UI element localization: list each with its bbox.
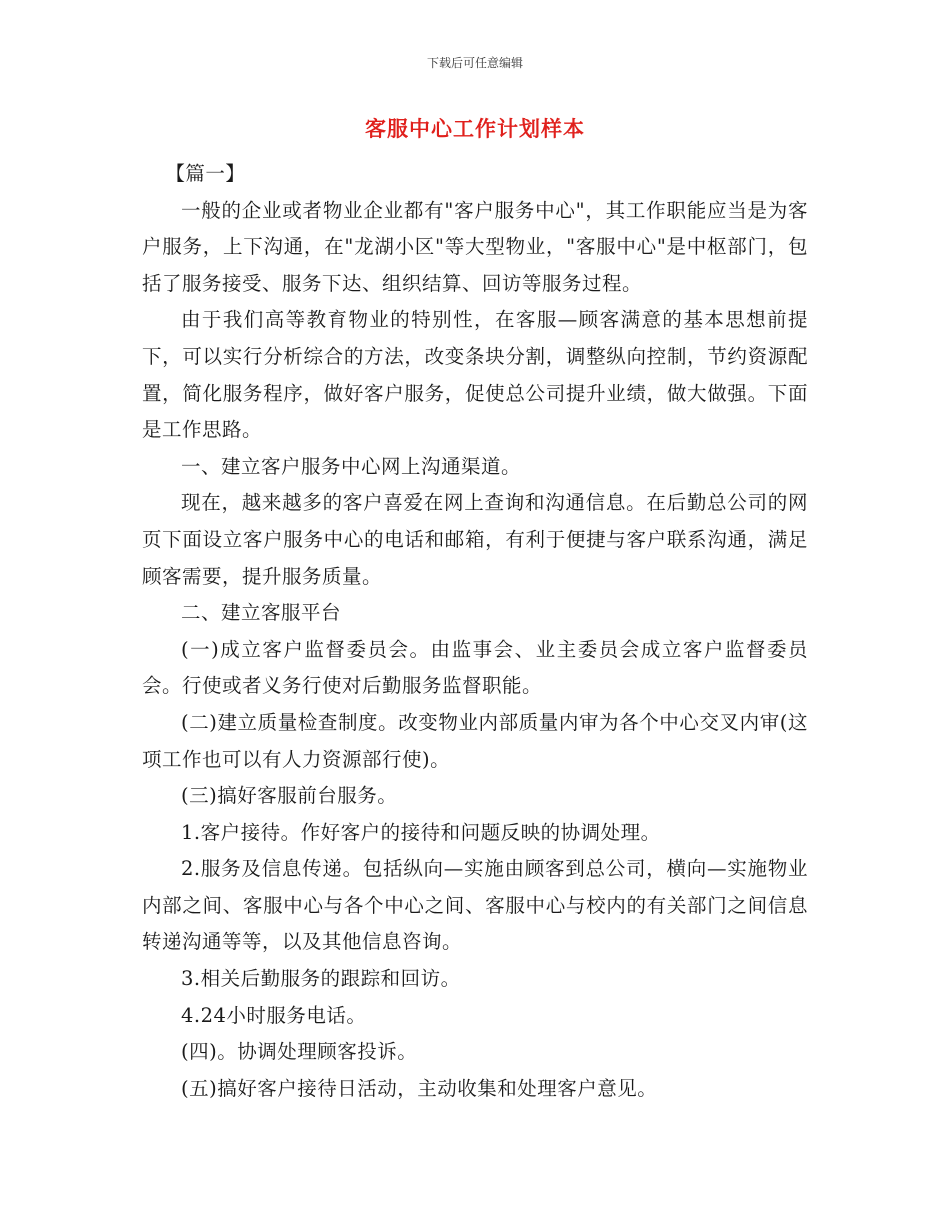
paragraph: (四)。协调处理顾客投诉。 <box>181 1040 418 1064</box>
paragraph: 2.服务及信息传递。包括纵向—实施由顾客到总公司，横向—实施物业内部之间、客服中心与各个中心之间、客服中心与校内的有关部门之间信息转递沟通等等，以及其他信息咨询。 <box>142 857 808 954</box>
header-note: 下载后可任意编辑 <box>426 56 523 70</box>
paragraph: 一、建立客户服务中心网上沟通渠道。 <box>181 454 522 478</box>
paragraph: (二)建立质量检查制度。改变物业内部质量内审为各个中心交叉内审(这项工作也可以有人力资源部行使)。 <box>142 710 808 771</box>
paragraph: (五)搞好客户接待日活动，主动收集和处理客户意见。 <box>181 1076 658 1100</box>
paragraph: (三)搞好客服前台服务。 <box>181 784 398 808</box>
paragraph: 1.客户接待。作好客户的接待和问题反映的协调处理。 <box>181 820 661 844</box>
paragraph: 由于我们高等教育物业的特别性，在客服—顾客满意的基本思想前提下，可以实行分析综合的方法，改变条块分割，调整纵向控制，节约资源配置，简化服务程序，做好客户服务，促使总公司提升业绩，做大做强。下面是工作思路。 <box>142 308 808 442</box>
paragraph: 一般的企业或者物业企业都有"客户服务中心"，其工作职能应当是为客户服务，上下沟通，在"龙湖小区"等大型物业，"客服中心"是中枢部门，包括了服务接受、服务下达、组织结算、回访等服务过程。 <box>142 198 808 295</box>
document-title: 客服中心工作计划样本 <box>365 117 585 141</box>
document-body <box>142 156 808 1107</box>
paragraph: (一)成立客户监督委员会。由监事会、业主委员会成立客户监督委员会。行使或者义务行使对后勤服务监督职能。 <box>142 637 808 698</box>
paragraph: 现在，越来越多的客户喜爱在网上查询和沟通信息。在后勤总公司的网页下面设立客户服务中心的电话和邮箱，有利于便捷与客户联系沟通，满足顾客需要，提升服务质量。 <box>142 491 808 588</box>
paragraph: 4.24小时服务电话。 <box>181 1003 367 1027</box>
section-label: 【篇一】 <box>165 162 246 185</box>
paragraph: 3.相关后勤服务的跟踪和回访。 <box>181 967 461 991</box>
paragraph: 二、建立客服平台 <box>181 601 342 625</box>
